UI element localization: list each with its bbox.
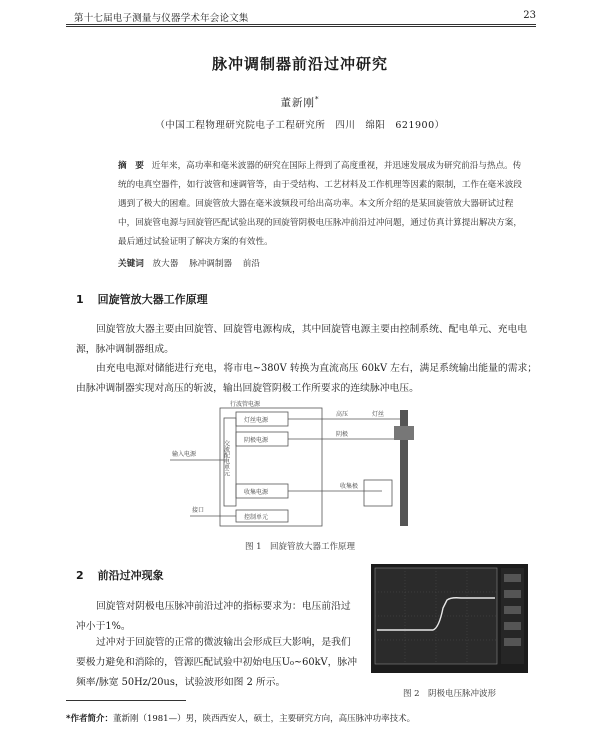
section-number: 1 (76, 293, 84, 306)
label-high-voltage: 高压 (336, 411, 349, 418)
abstract-label: 摘 要 (118, 161, 144, 171)
paper-title: 脉冲调制器前沿过冲研究 (211, 55, 388, 73)
author-footnote-mark: * (315, 95, 320, 104)
label-cathode-lead: 阴极 (336, 431, 349, 438)
author-footnote (66, 712, 415, 724)
page-number: 23 (523, 10, 536, 21)
footnote-text: 董新刚（1981—）男，陕西西安人，硕士，主要研究方向，高压脉冲功率技术。 (112, 714, 416, 724)
figure-1-caption: 图 1 回旋管放大器工作原理 (244, 542, 356, 552)
body-paragraph (76, 597, 358, 637)
body-paragraph (76, 359, 546, 399)
paragraph-text: 回旋管放大器主要由回旋管、回旋管电源构成，其中回旋管电源主要由控制系统、配电单元、充电电源，脉冲调制器组成。 (76, 324, 528, 355)
paragraph-text: 由充电电源对储能进行充电，将市电~380V 转换为直流高压 60kV 左右，满足系统输出能量的需求；由脉冲调制器实现对高压的斩波，输出回旋管阴极工作所要求的连续脉冲电压。 (76, 363, 538, 394)
label-distribution: 交流配电单元 (222, 440, 230, 476)
label-control: 控制单元 (244, 514, 269, 521)
label-filament-lead: 灯丝 (372, 411, 385, 418)
figure-2-oscilloscope (371, 564, 528, 673)
keyword: 前沿 (242, 259, 260, 269)
oscilloscope-svg (371, 564, 528, 673)
paragraph-text: 过冲对于回旋管的正常的微波输出会形成巨大影响，是我们要极力避免和消除的，管源匹配试验中初始电压U₀~60kV，脉冲频率/脉宽 50Hz/20us，试验波形如图 2 所示。 (76, 637, 357, 688)
label-collector: 收集电源 (244, 489, 269, 496)
author-line (0, 95, 600, 110)
body-paragraph (76, 633, 358, 693)
gyrotron-tube-section (394, 426, 414, 440)
label-interface: 接口 (192, 507, 205, 514)
footnote-label: *作者简介： (66, 714, 113, 724)
section-number: 2 (76, 569, 84, 582)
abstract (118, 157, 528, 252)
block-diagram-svg (150, 400, 470, 530)
affiliation: （中国工程物理研究院电子工程研究所 四川 绵阳 621900） (155, 120, 445, 131)
figure-2-caption: 图 2 阴极电压脉冲波形 (402, 689, 497, 699)
section-title: 回旋管放大器工作原理 (97, 293, 208, 306)
header-rule (66, 24, 536, 25)
label-collector-pole: 收集极 (340, 483, 359, 490)
label-input: 输入电源 (172, 451, 197, 458)
label-cathode: 阴极电源 (244, 437, 269, 444)
running-header (66, 8, 536, 22)
author-name: 董新刚 (280, 97, 315, 109)
label-filament: 灯丝电源 (244, 417, 269, 424)
section-title: 前沿过冲现象 (97, 569, 164, 582)
paragraph-text: 回旋管对阴极电压脉冲前沿过冲的指标要求为：电压前沿过冲小于1%。 (76, 601, 351, 632)
footnote-rule (66, 700, 186, 701)
keyword: 脉冲调制器 (189, 259, 233, 269)
scope-side-panel (501, 568, 524, 664)
header-rule-secondary (66, 26, 536, 27)
body-paragraph (76, 320, 546, 360)
keywords-label: 关键词 (118, 259, 144, 269)
keyword: 放大器 (152, 259, 179, 269)
journal-name: 第十七届电子测量与仪器学术年会论文集 (74, 13, 249, 24)
section-heading (76, 291, 208, 307)
abstract-text: 近年来，高功率和毫米波器的研究在国际上得到了高度重视，并迅速发展成为研究前沿与热点。传统的电真空器件，如行波管和速调管等，由于受结构、工艺材料及工作机理等因素的限制，工作在毫米波段遇到了极大的困难。回旋管放大器在毫米波频段可给出高功率。本文所介绍的是某回旋管放大器研试过程中，回旋管电源与回旋管匹配试验出现的回旋管阴极电压脉冲前沿过冲问题，通过仿真计算提出解决方案，最后通过试验证明了解决方案的有效性。 (118, 161, 522, 247)
figure-1-diagram (150, 400, 470, 530)
keywords (118, 257, 268, 269)
gyrotron-collector-box (364, 480, 392, 506)
section-heading (76, 567, 164, 583)
label-outer-supply: 行波管电源 (230, 401, 261, 408)
